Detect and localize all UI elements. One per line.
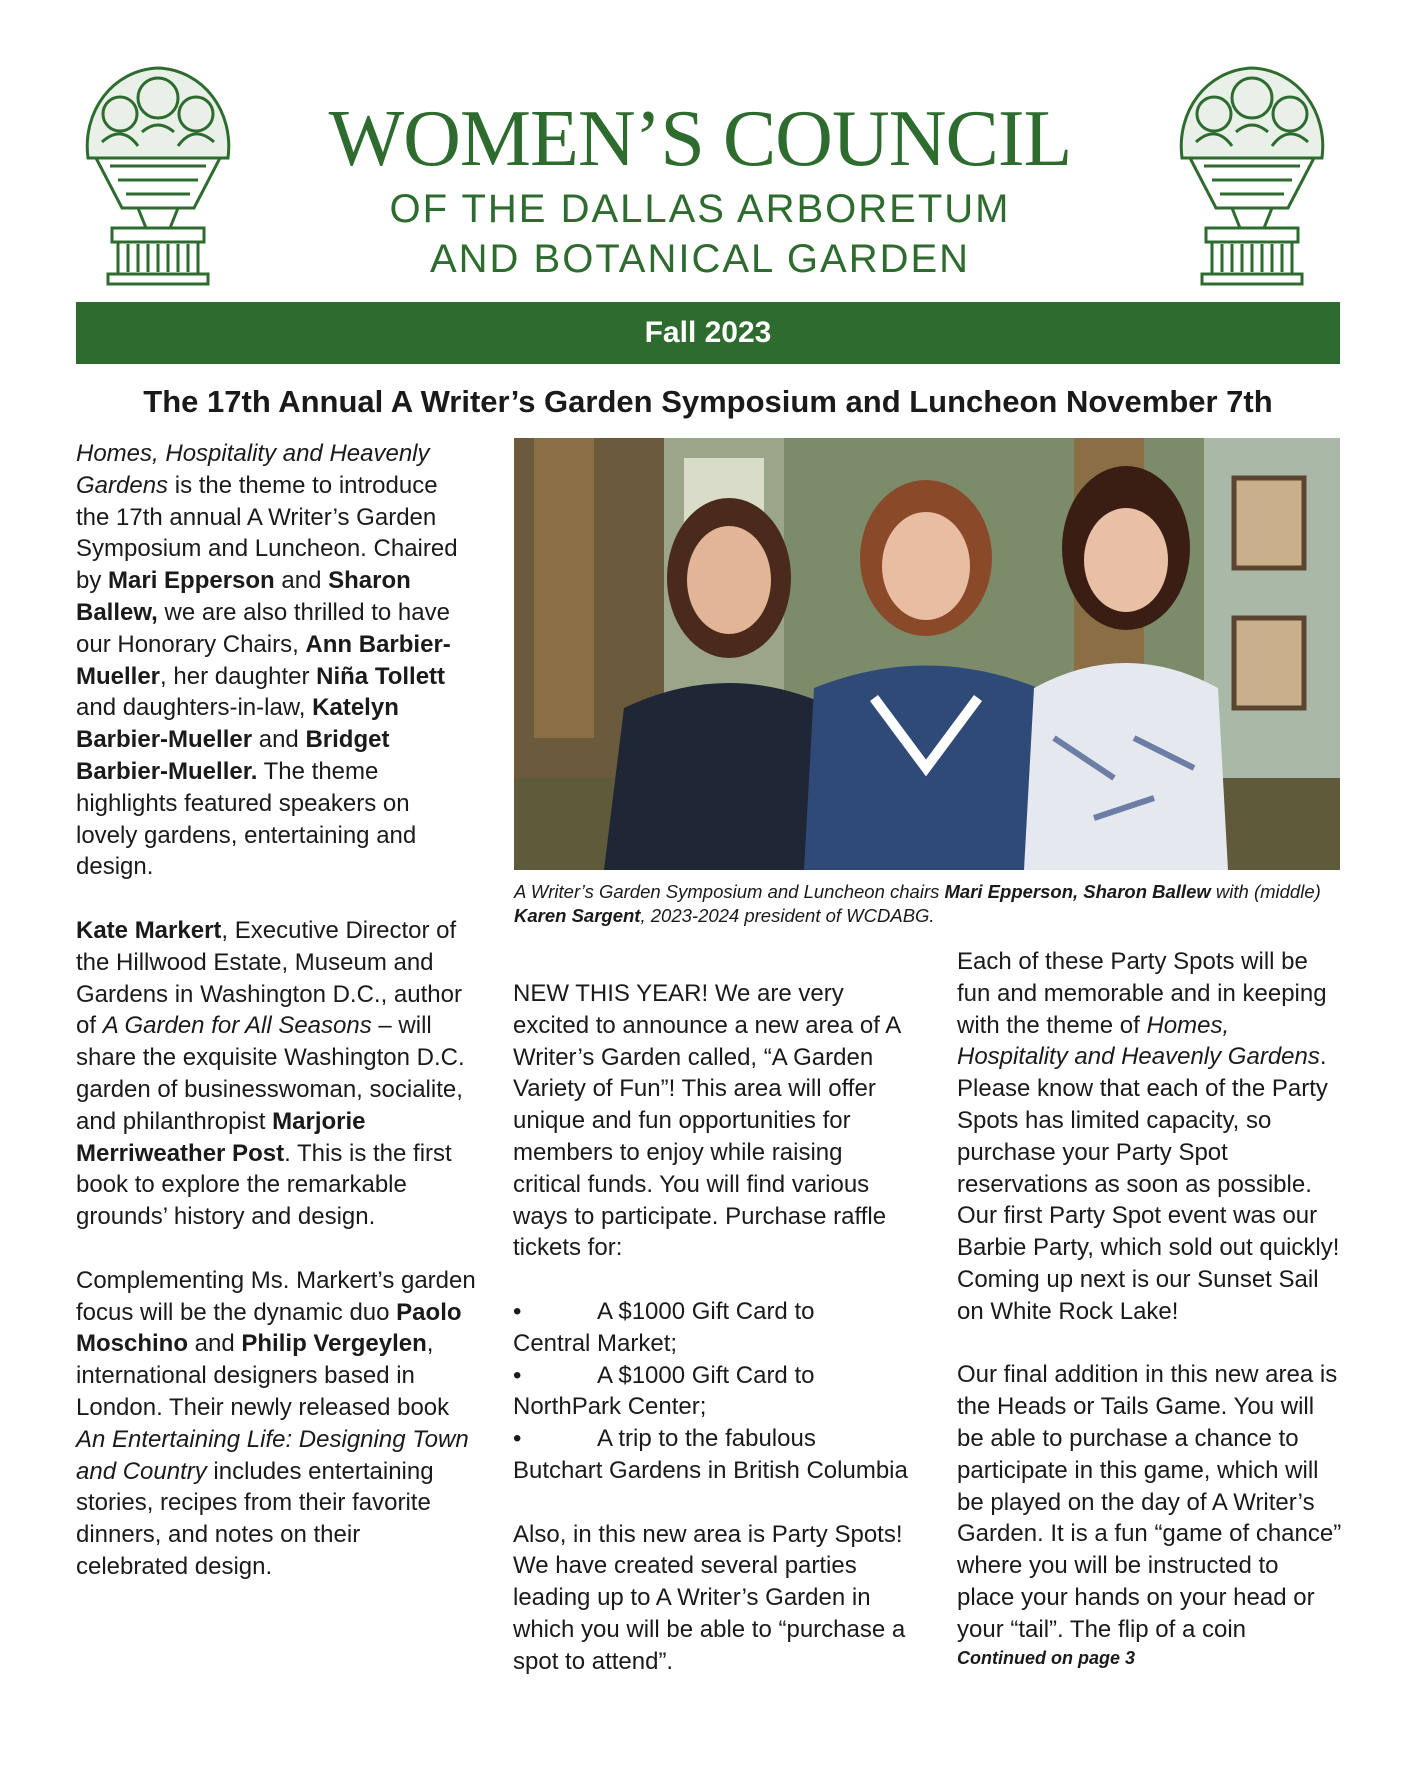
text: A trip to the fabulous	[597, 1425, 816, 1453]
name-bold: Mari Epperson, Sharon Ballew	[944, 881, 1211, 902]
list-item	[513, 1423, 913, 1487]
text: and	[274, 567, 329, 595]
text: and daughters-in-law,	[76, 694, 313, 722]
text: with (middle)	[1210, 881, 1321, 902]
text: A $1000 Gift Card to	[597, 1297, 815, 1325]
text: is the theme to introduce the 17th annual A Writer’s Garden Symposium and Luncheon. Chaired by	[76, 471, 458, 595]
text: The theme highlights featured speakers on lovely gardens, entertaining and design.	[76, 757, 417, 881]
paragraph-party-spots: Also, in this new area is Party Spots! We have created several parties leading up to A Writer’s Garden in which you will be able to “purchase a spot to attend”.	[513, 1520, 906, 1675]
text: A $1000 Gift Card to	[597, 1361, 815, 1389]
name-bold: Philip Vergeylen	[241, 1330, 427, 1358]
masthead-subtitle-line1: OF THE DALLAS ARBORETUM	[389, 187, 1011, 231]
masthead-title: WOMEN’S COUNCIL	[328, 95, 1072, 183]
text: Butchart Gardens in British Columbia	[513, 1456, 908, 1484]
name-bold: Karen Sargent	[514, 905, 641, 926]
urn-ornament-icon	[1176, 62, 1328, 286]
text: and	[252, 726, 306, 754]
text: , 2023-2024 president of WCDABG.	[640, 905, 935, 926]
text: , international designers based in London. Their newly released book	[76, 1330, 450, 1421]
text: , her daughter	[160, 662, 317, 690]
text: , Executive Director of the Hillwood Estate, Museum and Gardens in Washington D.C., author of	[76, 916, 462, 1040]
issue-season-banner: Fall 2023	[76, 302, 1340, 364]
theme-italic: Homes, Hospitality and Heavenly Gardens	[957, 1011, 1320, 1071]
text: . Please know that each of the Party Spots has limited capacity, so purchase your Party Spot reservations as soon as possible. Our first Party Spot event was our Barbie Party, which sold out quickly! Coming up next is our Sunset Sail on White Rock Lake!	[957, 1043, 1340, 1325]
raffle-list	[513, 1296, 913, 1487]
photo-caption	[514, 880, 1340, 928]
book-title-italic: A Garden for All Seasons	[102, 1012, 372, 1040]
text: includes entertaining stories, recipes from their favorite dinners, and notes on their celebrated design.	[76, 1457, 434, 1580]
text: Complementing Ms. Markert’s garden focus will be the dynamic duo	[76, 1266, 476, 1326]
name-bold: Bridget Barbier-Mueller.	[76, 726, 390, 785]
text: we are also thrilled to have our Honorary Chairs,	[76, 598, 450, 658]
bullet: •	[513, 1361, 522, 1389]
bullet: •	[513, 1425, 522, 1453]
photo-three-women	[514, 438, 1340, 870]
text: . This is the first book to explore the remarkable grounds’ history and design.	[76, 1139, 452, 1231]
text: Central Market;	[513, 1329, 678, 1357]
paragraph-new-this-year: NEW THIS YEAR! We are very excited to announce a new area of A Writer’s Garden called, “A Garden Variety of Fun”! This area will offer unique and fun opportunities for members to enjoy while raising critical funds. You will find various ways to participate. Purchase raffle tickets for:	[513, 980, 900, 1262]
paragraph-designers	[76, 1265, 476, 1583]
name-bold: Katelyn Barbier-Mueller	[76, 694, 399, 754]
bullet: •	[513, 1297, 522, 1325]
paragraph-heads-or-tails: Our final addition in this new area is the Heads or Tails Game. You will be able to purchase a chance to participate in this game, which will be played on the day of A Writer’s Garden. It is a fun “game of chance” where you will be instructed to place your hands on your head or your “tail”. The flip of a coin	[957, 1361, 1342, 1643]
book-title-italic: An Entertaining Life: Designing Town and Country	[76, 1425, 469, 1485]
name-bold: Kate Markert	[76, 916, 222, 944]
text: Each of these Party Spots will be fun and memorable and in keeping with the theme of	[957, 948, 1327, 1039]
list-item	[513, 1360, 913, 1424]
theme-italic: Homes, Hospitality and Heavenly Gardens	[76, 440, 430, 499]
text: and	[188, 1330, 242, 1358]
name-bold: Sharon Ballew,	[76, 567, 411, 626]
continued-on-page: Continued on page 3	[957, 1647, 1135, 1668]
name-bold: Niña Tollett	[316, 662, 446, 690]
article-column-3	[957, 946, 1342, 1670]
paragraph-party-spots-details	[957, 946, 1342, 1328]
name-bold: Mari Epperson	[108, 567, 275, 595]
paragraph-kate-markert	[76, 915, 476, 1233]
name-bold: Paolo Moschino	[76, 1298, 462, 1358]
text: – will share the exquisite Washington D.C. garden of businesswoman, socialite, and philanthropist	[76, 1012, 465, 1135]
masthead-subtitle-line2: AND BOTANICAL GARDEN	[429, 237, 971, 281]
urn-ornament-icon	[82, 62, 234, 286]
article-column-1	[76, 438, 476, 1614]
article-column-2	[513, 978, 913, 1709]
article-headline: The 17th Annual A Writer’s Garden Symposium and Luncheon November 7th	[143, 384, 1273, 419]
name-bold: Marjorie Merriweather Post	[76, 1107, 366, 1167]
list-item	[513, 1296, 913, 1360]
text: A Writer’s Garden Symposium and Luncheon chairs	[514, 881, 945, 902]
name-bold: Ann Barbier-Mueller	[76, 630, 451, 690]
paragraph-theme	[76, 438, 476, 883]
text: NorthPark Center;	[513, 1393, 707, 1421]
